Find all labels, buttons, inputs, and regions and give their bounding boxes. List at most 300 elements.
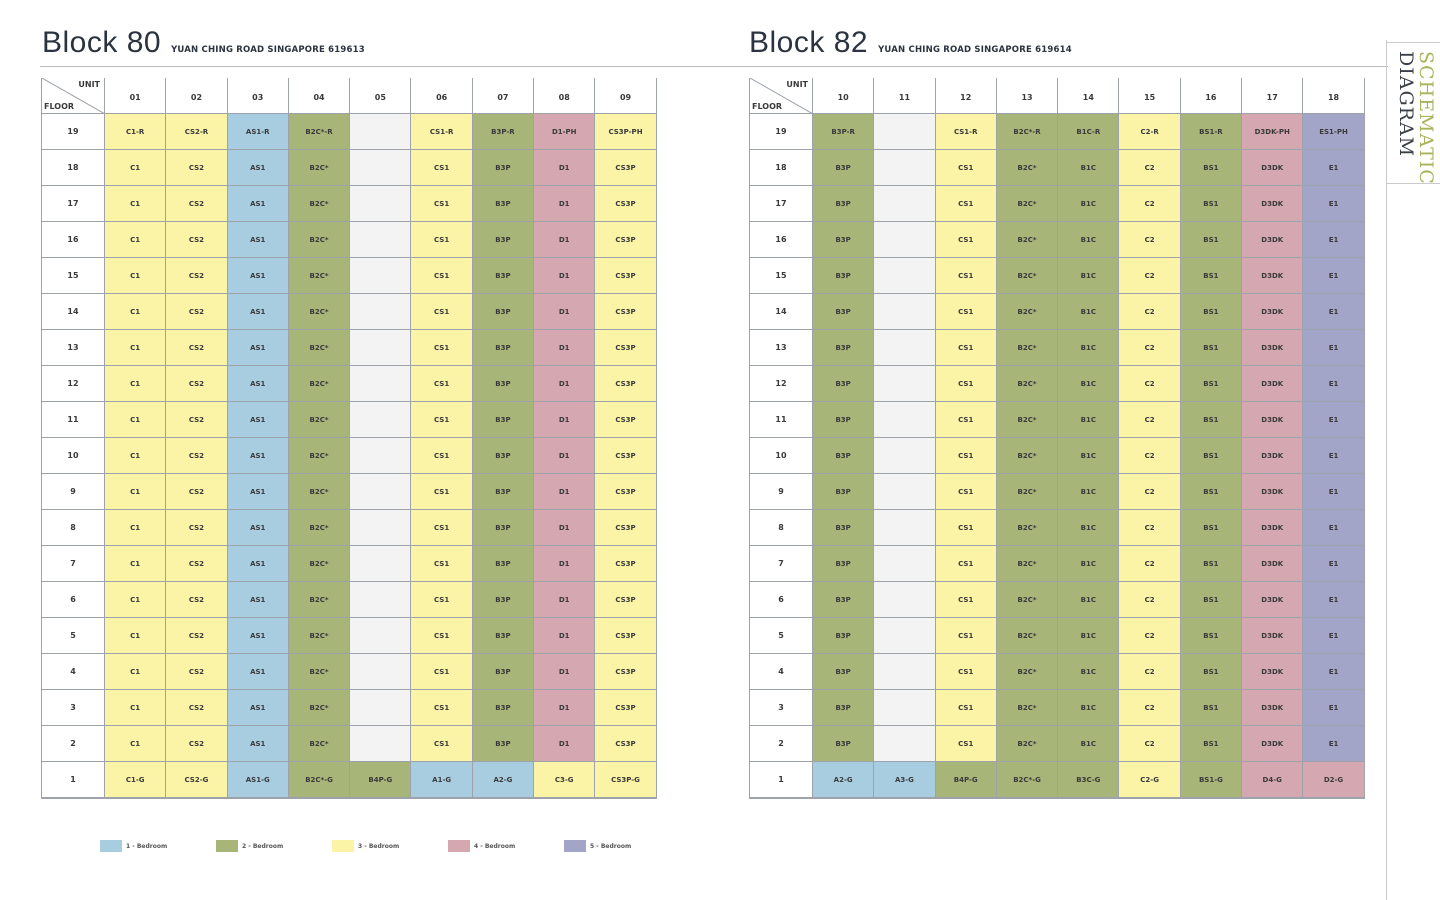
unit-cell[interactable]: D3DK-PH: [1242, 114, 1303, 150]
unit-cell[interactable]: B3P: [473, 546, 534, 582]
unit-cell[interactable]: E1: [1303, 546, 1364, 582]
unit-cell[interactable]: E1: [1303, 726, 1364, 762]
unit-cell[interactable]: AS1: [228, 510, 289, 546]
unit-cell[interactable]: C2: [1119, 438, 1180, 474]
unit-cell[interactable]: CS1-R: [936, 114, 997, 150]
unit-cell[interactable]: CS1: [411, 582, 472, 618]
unit-cell[interactable]: CS1: [411, 654, 472, 690]
unit-cell[interactable]: CS1: [936, 294, 997, 330]
unit-cell[interactable]: A2-G: [473, 762, 534, 798]
unit-cell[interactable]: B2C*: [997, 330, 1058, 366]
unit-cell[interactable]: B3P: [813, 150, 874, 186]
unit-cell[interactable]: B2C*: [289, 438, 350, 474]
unit-cell[interactable]: CS3P: [595, 618, 656, 654]
unit-cell[interactable]: C2: [1119, 654, 1180, 690]
unit-cell[interactable]: B2C*: [289, 258, 350, 294]
unit-cell[interactable]: BS1: [1181, 186, 1242, 222]
unit-cell[interactable]: D1: [534, 186, 595, 222]
unit-cell[interactable]: D1: [534, 726, 595, 762]
unit-cell[interactable]: C1-R: [105, 114, 166, 150]
unit-cell[interactable]: AS1-G: [228, 762, 289, 798]
unit-cell[interactable]: B1C: [1058, 150, 1119, 186]
unit-cell[interactable]: B3P: [813, 654, 874, 690]
unit-cell[interactable]: E1: [1303, 258, 1364, 294]
unit-cell[interactable]: E1: [1303, 654, 1364, 690]
unit-cell[interactable]: BS1: [1181, 510, 1242, 546]
unit-cell[interactable]: B3P: [473, 366, 534, 402]
unit-cell[interactable]: B2C*: [997, 402, 1058, 438]
unit-cell[interactable]: CS3P: [595, 222, 656, 258]
unit-cell[interactable]: E1: [1303, 294, 1364, 330]
unit-cell[interactable]: BS1: [1181, 582, 1242, 618]
unit-cell[interactable]: CS1: [936, 690, 997, 726]
unit-cell[interactable]: B3P: [813, 366, 874, 402]
unit-cell[interactable]: B2C*: [997, 546, 1058, 582]
unit-cell[interactable]: C2: [1119, 474, 1180, 510]
unit-cell[interactable]: CS1-R: [411, 114, 472, 150]
unit-cell[interactable]: E1: [1303, 690, 1364, 726]
unit-cell[interactable]: BS1: [1181, 258, 1242, 294]
unit-cell[interactable]: B3P: [813, 618, 874, 654]
unit-cell[interactable]: C2: [1119, 510, 1180, 546]
unit-cell[interactable]: CS1: [411, 150, 472, 186]
unit-cell[interactable]: D1: [534, 582, 595, 618]
unit-cell[interactable]: D3DK: [1242, 294, 1303, 330]
unit-cell[interactable]: B2C*: [997, 186, 1058, 222]
unit-cell[interactable]: C1-G: [105, 762, 166, 798]
unit-cell[interactable]: CS2: [166, 582, 227, 618]
unit-cell[interactable]: D3DK: [1242, 222, 1303, 258]
unit-cell[interactable]: AS1: [228, 330, 289, 366]
unit-cell[interactable]: B3P: [813, 510, 874, 546]
unit-cell[interactable]: B2C*: [289, 150, 350, 186]
unit-cell[interactable]: D3DK: [1242, 402, 1303, 438]
unit-cell[interactable]: C1: [105, 474, 166, 510]
unit-cell[interactable]: D1: [534, 618, 595, 654]
unit-cell[interactable]: C2: [1119, 726, 1180, 762]
unit-cell[interactable]: AS1: [228, 150, 289, 186]
unit-cell[interactable]: C2-R: [1119, 114, 1180, 150]
unit-cell[interactable]: B3P: [473, 690, 534, 726]
unit-cell[interactable]: B1C: [1058, 186, 1119, 222]
unit-cell[interactable]: B4P-G: [936, 762, 997, 798]
unit-cell[interactable]: C1: [105, 258, 166, 294]
unit-cell[interactable]: CS2-R: [166, 114, 227, 150]
unit-cell[interactable]: CS1: [411, 330, 472, 366]
unit-cell[interactable]: BS1: [1181, 366, 1242, 402]
unit-cell[interactable]: B1C: [1058, 258, 1119, 294]
unit-cell[interactable]: C1: [105, 402, 166, 438]
unit-cell[interactable]: CS3P: [595, 330, 656, 366]
unit-cell[interactable]: CS1: [936, 366, 997, 402]
unit-cell[interactable]: D1: [534, 330, 595, 366]
unit-cell[interactable]: B3P: [813, 726, 874, 762]
unit-cell[interactable]: D3DK: [1242, 582, 1303, 618]
unit-cell[interactable]: B2C*: [289, 546, 350, 582]
unit-cell[interactable]: C2: [1119, 222, 1180, 258]
unit-cell[interactable]: D1: [534, 402, 595, 438]
unit-cell[interactable]: B1C: [1058, 474, 1119, 510]
unit-cell[interactable]: AS1: [228, 222, 289, 258]
unit-cell[interactable]: CS3P: [595, 690, 656, 726]
unit-cell[interactable]: BS1: [1181, 474, 1242, 510]
unit-cell[interactable]: AS1: [228, 690, 289, 726]
unit-cell[interactable]: BS1: [1181, 726, 1242, 762]
unit-cell[interactable]: CS2: [166, 654, 227, 690]
unit-cell[interactable]: CS2: [166, 402, 227, 438]
unit-cell[interactable]: CS3P: [595, 474, 656, 510]
unit-cell[interactable]: B2C*: [289, 402, 350, 438]
unit-cell[interactable]: B2C*-G: [289, 762, 350, 798]
unit-cell[interactable]: C1: [105, 150, 166, 186]
unit-cell[interactable]: E1: [1303, 510, 1364, 546]
unit-cell[interactable]: B2C*: [997, 618, 1058, 654]
unit-cell[interactable]: CS3P: [595, 294, 656, 330]
unit-cell[interactable]: C2: [1119, 582, 1180, 618]
unit-cell[interactable]: BS1: [1181, 690, 1242, 726]
unit-cell[interactable]: B3P: [813, 438, 874, 474]
unit-cell[interactable]: CS1: [411, 402, 472, 438]
unit-cell[interactable]: B1C: [1058, 366, 1119, 402]
unit-cell[interactable]: AS1: [228, 258, 289, 294]
unit-cell[interactable]: B1C: [1058, 438, 1119, 474]
unit-cell[interactable]: B1C: [1058, 330, 1119, 366]
unit-cell[interactable]: A2-G: [813, 762, 874, 798]
unit-cell[interactable]: B2C*: [289, 474, 350, 510]
unit-cell[interactable]: B3P: [813, 402, 874, 438]
unit-cell[interactable]: C2: [1119, 150, 1180, 186]
unit-cell[interactable]: D3DK: [1242, 438, 1303, 474]
unit-cell[interactable]: B3P: [473, 402, 534, 438]
unit-cell[interactable]: C1: [105, 438, 166, 474]
unit-cell[interactable]: D1: [534, 546, 595, 582]
unit-cell[interactable]: B2C*: [289, 366, 350, 402]
unit-cell[interactable]: CS1: [411, 438, 472, 474]
unit-cell[interactable]: B2C*: [997, 438, 1058, 474]
unit-cell[interactable]: AS1: [228, 186, 289, 222]
unit-cell[interactable]: E1: [1303, 186, 1364, 222]
unit-cell[interactable]: C1: [105, 366, 166, 402]
unit-cell[interactable]: CS3P-PH: [595, 114, 656, 150]
unit-cell[interactable]: D3DK: [1242, 510, 1303, 546]
unit-cell[interactable]: D1: [534, 474, 595, 510]
unit-cell[interactable]: CS1: [936, 654, 997, 690]
unit-cell[interactable]: B2C*: [997, 654, 1058, 690]
unit-cell[interactable]: AS1: [228, 366, 289, 402]
unit-cell[interactable]: CS1: [936, 150, 997, 186]
unit-cell[interactable]: C1: [105, 582, 166, 618]
unit-cell[interactable]: B3P: [813, 258, 874, 294]
unit-cell[interactable]: CS2: [166, 618, 227, 654]
unit-cell[interactable]: CS1: [411, 726, 472, 762]
unit-cell[interactable]: B3P: [473, 510, 534, 546]
unit-cell[interactable]: B2C*: [289, 510, 350, 546]
unit-cell[interactable]: CS1: [936, 474, 997, 510]
unit-cell[interactable]: CS1: [411, 258, 472, 294]
unit-cell[interactable]: BS1: [1181, 438, 1242, 474]
unit-cell[interactable]: CS2: [166, 726, 227, 762]
unit-cell[interactable]: B3P: [813, 222, 874, 258]
unit-cell[interactable]: AS1: [228, 582, 289, 618]
unit-cell[interactable]: CS2: [166, 366, 227, 402]
unit-cell[interactable]: D1-PH: [534, 114, 595, 150]
unit-cell[interactable]: E1: [1303, 582, 1364, 618]
unit-cell[interactable]: B2C*: [289, 186, 350, 222]
unit-cell[interactable]: CS1: [936, 726, 997, 762]
unit-cell[interactable]: AS1: [228, 402, 289, 438]
unit-cell[interactable]: CS1: [411, 366, 472, 402]
unit-cell[interactable]: CS2: [166, 222, 227, 258]
unit-cell[interactable]: B1C: [1058, 726, 1119, 762]
unit-cell[interactable]: C1: [105, 186, 166, 222]
unit-cell[interactable]: CS2: [166, 294, 227, 330]
unit-cell[interactable]: C3-G: [534, 762, 595, 798]
unit-cell[interactable]: C2: [1119, 294, 1180, 330]
unit-cell[interactable]: CS2: [166, 186, 227, 222]
unit-cell[interactable]: B3P: [473, 294, 534, 330]
unit-cell[interactable]: C2: [1119, 690, 1180, 726]
unit-cell[interactable]: D3DK: [1242, 186, 1303, 222]
unit-cell[interactable]: D1: [534, 222, 595, 258]
unit-cell[interactable]: B2C*-G: [997, 762, 1058, 798]
unit-cell[interactable]: C1: [105, 294, 166, 330]
unit-cell[interactable]: B3P: [813, 690, 874, 726]
unit-cell[interactable]: BS1: [1181, 546, 1242, 582]
unit-cell[interactable]: CS3P: [595, 654, 656, 690]
unit-cell[interactable]: E1: [1303, 150, 1364, 186]
unit-cell[interactable]: B1C-R: [1058, 114, 1119, 150]
unit-cell[interactable]: CS2: [166, 510, 227, 546]
unit-cell[interactable]: C2: [1119, 330, 1180, 366]
unit-cell[interactable]: CS1: [936, 618, 997, 654]
unit-cell[interactable]: CS2-G: [166, 762, 227, 798]
unit-cell[interactable]: B2C*: [997, 150, 1058, 186]
unit-cell[interactable]: CS1: [936, 186, 997, 222]
unit-cell[interactable]: D3DK: [1242, 150, 1303, 186]
unit-cell[interactable]: CS2: [166, 330, 227, 366]
unit-cell[interactable]: C2: [1119, 402, 1180, 438]
unit-cell[interactable]: B1C: [1058, 222, 1119, 258]
unit-cell[interactable]: CS3P-G: [595, 762, 656, 798]
unit-cell[interactable]: B3C-G: [1058, 762, 1119, 798]
unit-cell[interactable]: B3P: [813, 294, 874, 330]
unit-cell[interactable]: B2C*: [289, 726, 350, 762]
unit-cell[interactable]: B2C*: [997, 222, 1058, 258]
unit-cell[interactable]: E1: [1303, 366, 1364, 402]
unit-cell[interactable]: D3DK: [1242, 366, 1303, 402]
unit-cell[interactable]: CS1: [936, 510, 997, 546]
unit-cell[interactable]: B1C: [1058, 546, 1119, 582]
unit-cell[interactable]: D1: [534, 690, 595, 726]
unit-cell[interactable]: C2: [1119, 618, 1180, 654]
unit-cell[interactable]: B3P: [473, 150, 534, 186]
unit-cell[interactable]: B2C*: [289, 690, 350, 726]
unit-cell[interactable]: D1: [534, 654, 595, 690]
unit-cell[interactable]: BS1: [1181, 330, 1242, 366]
unit-cell[interactable]: B2C*: [997, 474, 1058, 510]
unit-cell[interactable]: D3DK: [1242, 258, 1303, 294]
unit-cell[interactable]: CS3P: [595, 726, 656, 762]
unit-cell[interactable]: BS1: [1181, 654, 1242, 690]
unit-cell[interactable]: AS1: [228, 618, 289, 654]
unit-cell[interactable]: C2: [1119, 366, 1180, 402]
unit-cell[interactable]: CS3P: [595, 438, 656, 474]
unit-cell[interactable]: B2C*: [997, 294, 1058, 330]
unit-cell[interactable]: C1: [105, 726, 166, 762]
unit-cell[interactable]: D1: [534, 438, 595, 474]
unit-cell[interactable]: D3DK: [1242, 474, 1303, 510]
unit-cell[interactable]: CS1: [411, 618, 472, 654]
unit-cell[interactable]: B1C: [1058, 618, 1119, 654]
unit-cell[interactable]: C1: [105, 330, 166, 366]
unit-cell[interactable]: B3P: [813, 474, 874, 510]
unit-cell[interactable]: C1: [105, 690, 166, 726]
unit-cell[interactable]: BS1: [1181, 402, 1242, 438]
unit-cell[interactable]: CS1: [936, 330, 997, 366]
unit-cell[interactable]: B3P: [473, 726, 534, 762]
unit-cell[interactable]: AS1: [228, 654, 289, 690]
unit-cell[interactable]: B2C*: [289, 330, 350, 366]
unit-cell[interactable]: E1: [1303, 618, 1364, 654]
unit-cell[interactable]: D1: [534, 150, 595, 186]
unit-cell[interactable]: B3P: [473, 330, 534, 366]
unit-cell[interactable]: CS3P: [595, 186, 656, 222]
unit-cell[interactable]: D1: [534, 258, 595, 294]
unit-cell[interactable]: CS1: [936, 402, 997, 438]
unit-cell[interactable]: D1: [534, 294, 595, 330]
unit-cell[interactable]: B3P: [473, 438, 534, 474]
unit-cell[interactable]: A3-G: [874, 762, 935, 798]
unit-cell[interactable]: B3P-R: [813, 114, 874, 150]
unit-cell[interactable]: C2: [1119, 186, 1180, 222]
unit-cell[interactable]: B1C: [1058, 654, 1119, 690]
unit-cell[interactable]: CS1: [936, 258, 997, 294]
unit-cell[interactable]: E1: [1303, 402, 1364, 438]
unit-cell[interactable]: D3DK: [1242, 690, 1303, 726]
unit-cell[interactable]: B2C*: [289, 222, 350, 258]
unit-cell[interactable]: B4P-G: [350, 762, 411, 798]
unit-cell[interactable]: B1C: [1058, 582, 1119, 618]
unit-cell[interactable]: AS1-R: [228, 114, 289, 150]
unit-cell[interactable]: B2C*: [997, 582, 1058, 618]
unit-cell[interactable]: B2C*: [997, 258, 1058, 294]
unit-cell[interactable]: C1: [105, 510, 166, 546]
unit-cell[interactable]: CS2: [166, 438, 227, 474]
unit-cell[interactable]: E1: [1303, 438, 1364, 474]
unit-cell[interactable]: CS1: [411, 510, 472, 546]
unit-cell[interactable]: B3P: [813, 582, 874, 618]
unit-cell[interactable]: CS2: [166, 150, 227, 186]
unit-cell[interactable]: E1: [1303, 474, 1364, 510]
unit-cell[interactable]: B3P: [813, 330, 874, 366]
unit-cell[interactable]: AS1: [228, 726, 289, 762]
unit-cell[interactable]: BS1: [1181, 294, 1242, 330]
unit-cell[interactable]: CS1: [936, 582, 997, 618]
unit-cell[interactable]: D1: [534, 510, 595, 546]
unit-cell[interactable]: C1: [105, 618, 166, 654]
unit-cell[interactable]: D3DK: [1242, 726, 1303, 762]
unit-cell[interactable]: AS1: [228, 438, 289, 474]
unit-cell[interactable]: ES1-PH: [1303, 114, 1364, 150]
unit-cell[interactable]: CS1: [411, 222, 472, 258]
unit-cell[interactable]: CS2: [166, 258, 227, 294]
unit-cell[interactable]: CS1: [411, 474, 472, 510]
unit-cell[interactable]: CS1: [411, 546, 472, 582]
unit-cell[interactable]: B2C*-R: [997, 114, 1058, 150]
unit-cell[interactable]: B3P-R: [473, 114, 534, 150]
unit-cell[interactable]: B2C*: [289, 618, 350, 654]
unit-cell[interactable]: D3DK: [1242, 618, 1303, 654]
unit-cell[interactable]: BS1: [1181, 618, 1242, 654]
unit-cell[interactable]: CS2: [166, 546, 227, 582]
unit-cell[interactable]: CS1: [936, 546, 997, 582]
unit-cell[interactable]: B3P: [473, 618, 534, 654]
unit-cell[interactable]: BS1-G: [1181, 762, 1242, 798]
unit-cell[interactable]: B2C*: [997, 366, 1058, 402]
unit-cell[interactable]: D4-G: [1242, 762, 1303, 798]
unit-cell[interactable]: E1: [1303, 222, 1364, 258]
unit-cell[interactable]: B3P: [473, 654, 534, 690]
unit-cell[interactable]: A1-G: [411, 762, 472, 798]
unit-cell[interactable]: B1C: [1058, 510, 1119, 546]
unit-cell[interactable]: B3P: [813, 546, 874, 582]
unit-cell[interactable]: D1: [534, 366, 595, 402]
unit-cell[interactable]: CS1: [411, 690, 472, 726]
unit-cell[interactable]: AS1: [228, 546, 289, 582]
unit-cell[interactable]: CS3P: [595, 582, 656, 618]
unit-cell[interactable]: D3DK: [1242, 546, 1303, 582]
unit-cell[interactable]: C2-G: [1119, 762, 1180, 798]
unit-cell[interactable]: CS1: [411, 294, 472, 330]
unit-cell[interactable]: AS1: [228, 294, 289, 330]
unit-cell[interactable]: C1: [105, 222, 166, 258]
unit-cell[interactable]: CS1: [936, 438, 997, 474]
unit-cell[interactable]: B2C*: [997, 510, 1058, 546]
unit-cell[interactable]: D3DK: [1242, 330, 1303, 366]
unit-cell[interactable]: B2C*: [289, 582, 350, 618]
unit-cell[interactable]: B3P: [473, 258, 534, 294]
unit-cell[interactable]: B2C*: [289, 654, 350, 690]
unit-cell[interactable]: B3P: [473, 582, 534, 618]
unit-cell[interactable]: E1: [1303, 330, 1364, 366]
unit-cell[interactable]: CS3P: [595, 402, 656, 438]
unit-cell[interactable]: CS2: [166, 690, 227, 726]
unit-cell[interactable]: C1: [105, 546, 166, 582]
unit-cell[interactable]: C2: [1119, 258, 1180, 294]
unit-cell[interactable]: CS3P: [595, 258, 656, 294]
unit-cell[interactable]: CS3P: [595, 510, 656, 546]
unit-cell[interactable]: D2-G: [1303, 762, 1364, 798]
unit-cell[interactable]: C2: [1119, 546, 1180, 582]
unit-cell[interactable]: CS3P: [595, 366, 656, 402]
unit-cell[interactable]: B3P: [473, 474, 534, 510]
unit-cell[interactable]: B1C: [1058, 690, 1119, 726]
unit-cell[interactable]: BS1-R: [1181, 114, 1242, 150]
unit-cell[interactable]: CS1: [936, 222, 997, 258]
unit-cell[interactable]: B1C: [1058, 402, 1119, 438]
unit-cell[interactable]: B3P: [813, 186, 874, 222]
unit-cell[interactable]: B1C: [1058, 294, 1119, 330]
unit-cell[interactable]: B3P: [473, 222, 534, 258]
unit-cell[interactable]: B2C*: [997, 726, 1058, 762]
unit-cell[interactable]: CS3P: [595, 546, 656, 582]
unit-cell[interactable]: B2C*: [997, 690, 1058, 726]
unit-cell[interactable]: B3P: [473, 186, 534, 222]
unit-cell[interactable]: D3DK: [1242, 654, 1303, 690]
unit-cell[interactable]: CS2: [166, 474, 227, 510]
unit-cell[interactable]: BS1: [1181, 222, 1242, 258]
unit-cell[interactable]: BS1: [1181, 150, 1242, 186]
